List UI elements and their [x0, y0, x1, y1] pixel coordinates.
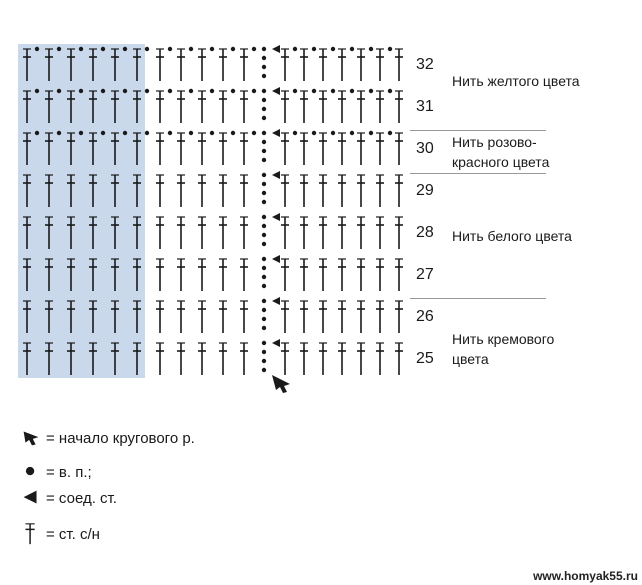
double-crochet-mark — [281, 91, 289, 123]
slip-stitch-mark — [272, 171, 280, 179]
row-number: 27 — [416, 266, 434, 283]
chain-dot — [293, 131, 297, 135]
double-crochet-mark — [395, 343, 403, 375]
double-crochet-mark — [240, 217, 248, 249]
double-crochet-mark — [219, 49, 227, 81]
color-separator-line — [410, 173, 546, 174]
chain-dot — [331, 131, 335, 135]
chain-dot — [262, 56, 266, 60]
chain-dot — [231, 89, 235, 93]
double-crochet-mark — [300, 343, 308, 375]
double-crochet-mark — [395, 175, 403, 207]
double-crochet-mark — [198, 343, 206, 375]
chain-dot — [145, 89, 149, 93]
chain-dot — [262, 359, 266, 363]
double-crochet-mark — [240, 343, 248, 375]
double-crochet-mark — [156, 133, 164, 165]
double-crochet-mark — [395, 91, 403, 123]
double-crochet-mark — [300, 91, 308, 123]
double-crochet-mark — [177, 343, 185, 375]
chain-dot — [57, 47, 61, 51]
double-crochet-mark — [357, 343, 365, 375]
chain-dot — [262, 308, 266, 312]
double-crochet-mark — [219, 343, 227, 375]
double-crochet-mark — [177, 49, 185, 81]
chain-dot — [293, 47, 297, 51]
chain-dot — [252, 89, 256, 93]
legend-text: = начало кругового р. — [46, 429, 195, 447]
slip-stitch-mark — [272, 255, 280, 263]
chain-dot — [369, 89, 373, 93]
double-crochet-mark — [338, 91, 346, 123]
double-crochet-mark — [240, 259, 248, 291]
double-crochet-mark — [281, 49, 289, 81]
double-crochet-mark — [198, 91, 206, 123]
chain-dot — [101, 131, 105, 135]
yarn-color-label: Нить белого цвета — [452, 228, 572, 244]
chain-dot — [262, 158, 266, 162]
chain-dot — [388, 89, 392, 93]
double-crochet-mark — [357, 91, 365, 123]
double-crochet-mark — [395, 259, 403, 291]
double-crochet-mark — [338, 133, 346, 165]
chain-dot-icon — [20, 460, 42, 484]
chain-dot — [262, 182, 266, 186]
chain-dot — [168, 131, 172, 135]
double-crochet-mark — [338, 217, 346, 249]
yarn-color-label: цвета — [452, 351, 489, 367]
double-crochet-mark — [281, 343, 289, 375]
chain-dot — [262, 140, 266, 144]
chain-dot — [262, 257, 266, 261]
chain-dot — [79, 47, 83, 51]
slip-stitch-mark — [272, 129, 280, 137]
double-crochet-mark — [177, 133, 185, 165]
double-crochet-mark — [395, 217, 403, 249]
chain-dot — [262, 326, 266, 330]
chain-dot — [35, 47, 39, 51]
chain-dot — [57, 131, 61, 135]
double-crochet-mark — [357, 49, 365, 81]
double-crochet-mark — [281, 301, 289, 333]
chain-dot — [262, 368, 266, 372]
shaded-repeat-area — [18, 44, 145, 378]
double-crochet-mark — [281, 133, 289, 165]
double-crochet-mark — [376, 91, 384, 123]
double-crochet-mark — [319, 301, 327, 333]
double-crochet-mark — [240, 301, 248, 333]
chain-dot — [262, 200, 266, 204]
legend-item — [20, 522, 100, 546]
chain-dot — [252, 131, 256, 135]
chain-dot — [388, 131, 392, 135]
chain-dot — [312, 47, 316, 51]
yarn-color-label: Нить кремового — [452, 331, 555, 347]
chain-dot — [262, 299, 266, 303]
row-number: 25 — [416, 350, 434, 367]
double-crochet-mark — [376, 217, 384, 249]
chain-dot — [231, 131, 235, 135]
chain-dot — [189, 89, 193, 93]
double-crochet-mark — [198, 301, 206, 333]
chain-dot — [101, 47, 105, 51]
double-crochet-mark — [357, 301, 365, 333]
chain-dot — [369, 131, 373, 135]
chain-dot — [262, 74, 266, 78]
double-crochet-mark — [395, 301, 403, 333]
double-crochet-mark — [319, 49, 327, 81]
slip-stitch-mark — [272, 45, 280, 53]
row-number: 29 — [416, 182, 434, 199]
double-crochet-mark — [156, 259, 164, 291]
chain-dot — [262, 350, 266, 354]
double-crochet-mark — [338, 175, 346, 207]
double-crochet-mark — [156, 343, 164, 375]
double-crochet-mark — [338, 301, 346, 333]
double-crochet-mark — [156, 301, 164, 333]
slip-stitch-mark — [272, 297, 280, 305]
double-crochet-mark — [319, 217, 327, 249]
chain-dot — [101, 89, 105, 93]
chain-dot — [262, 284, 266, 288]
double-crochet-mark — [300, 301, 308, 333]
double-crochet-mark — [300, 217, 308, 249]
chain-dot — [262, 341, 266, 345]
chain-dot — [123, 47, 127, 51]
double-crochet-mark — [177, 301, 185, 333]
start-arrow-icon — [272, 375, 290, 393]
chain-dot — [79, 89, 83, 93]
double-crochet-mark — [395, 133, 403, 165]
double-crochet-mark — [338, 259, 346, 291]
chain-dot — [189, 47, 193, 51]
chain-dot — [262, 233, 266, 237]
row-number: 26 — [416, 308, 434, 325]
double-crochet-mark — [376, 133, 384, 165]
legend-item — [20, 426, 195, 450]
double-crochet-mark — [357, 217, 365, 249]
double-crochet-mark — [219, 175, 227, 207]
double-crochet-mark — [357, 259, 365, 291]
chain-dot — [312, 131, 316, 135]
chain-dot — [168, 47, 172, 51]
double-crochet-mark — [300, 133, 308, 165]
arrowhead-icon — [20, 426, 42, 450]
double-crochet-mark — [240, 133, 248, 165]
double-crochet-mark — [219, 301, 227, 333]
color-separator-line — [410, 130, 546, 131]
chain-dot — [262, 191, 266, 195]
double-crochet-mark — [319, 133, 327, 165]
chain-dot — [79, 131, 83, 135]
double-crochet-mark — [198, 217, 206, 249]
chain-dot — [252, 47, 256, 51]
chain-dot — [262, 215, 266, 219]
double-crochet-mark — [376, 343, 384, 375]
double-crochet-mark — [219, 91, 227, 123]
double-crochet-mark — [357, 175, 365, 207]
double-crochet-mark — [376, 49, 384, 81]
chain-dot — [189, 131, 193, 135]
double-crochet-mark — [219, 259, 227, 291]
chain-dot — [262, 131, 266, 135]
double-crochet-mark — [376, 175, 384, 207]
chain-dot — [262, 224, 266, 228]
chain-dot — [350, 47, 354, 51]
yarn-color-label: Нить желтого цвета — [452, 73, 580, 89]
chain-dot — [262, 116, 266, 120]
double-crochet-mark — [156, 91, 164, 123]
chain-dot — [331, 89, 335, 93]
legend-item — [20, 460, 92, 484]
chain-dot — [123, 89, 127, 93]
slip-stitch-mark — [272, 87, 280, 95]
double-crochet-mark — [319, 91, 327, 123]
chain-dot — [123, 131, 127, 135]
double-crochet-mark — [219, 133, 227, 165]
chain-dot — [262, 266, 266, 270]
double-crochet-mark — [395, 49, 403, 81]
slip-stitch-mark — [272, 339, 280, 347]
yarn-color-label: красного цвета — [452, 154, 550, 170]
double-crochet-mark — [281, 175, 289, 207]
double-crochet-mark — [300, 175, 308, 207]
double-crochet-mark — [319, 343, 327, 375]
chain-dot — [57, 89, 61, 93]
double-crochet-mark — [177, 175, 185, 207]
double-crochet-mark — [198, 175, 206, 207]
chain-dot — [145, 47, 149, 51]
chain-dot — [262, 242, 266, 246]
chain-dot — [350, 131, 354, 135]
chain-dot — [262, 98, 266, 102]
double-crochet-mark — [300, 49, 308, 81]
double-crochet-mark — [376, 301, 384, 333]
chain-dot — [262, 317, 266, 321]
double-crochet-mark — [338, 343, 346, 375]
chain-dot — [262, 65, 266, 69]
slip-stitch-triangle-icon — [20, 486, 42, 510]
chain-dot — [262, 275, 266, 279]
double-crochet-mark — [319, 175, 327, 207]
row-number: 32 — [416, 56, 434, 73]
chain-dot — [210, 131, 214, 135]
double-crochet-mark — [156, 217, 164, 249]
double-crochet-mark — [198, 259, 206, 291]
double-crochet-mark — [156, 175, 164, 207]
row-number: 28 — [416, 224, 434, 241]
chain-dot — [210, 47, 214, 51]
double-crochet-icon — [20, 522, 42, 546]
double-crochet-mark — [357, 133, 365, 165]
chain-dot — [262, 173, 266, 177]
chain-dot — [262, 107, 266, 111]
slip-stitch-mark — [272, 213, 280, 221]
color-separator-line — [410, 298, 546, 299]
chain-dot — [262, 89, 266, 93]
chain-dot — [331, 47, 335, 51]
double-crochet-mark — [198, 49, 206, 81]
double-crochet-mark — [338, 49, 346, 81]
chain-dot — [293, 89, 297, 93]
chain-dot — [231, 47, 235, 51]
chain-dot — [262, 149, 266, 153]
double-crochet-mark — [177, 259, 185, 291]
chain-dot — [350, 89, 354, 93]
chain-dot — [168, 89, 172, 93]
double-crochet-mark — [319, 259, 327, 291]
row-number: 30 — [416, 140, 434, 157]
chain-dot — [145, 131, 149, 135]
double-crochet-mark — [240, 49, 248, 81]
double-crochet-mark — [281, 217, 289, 249]
legend-item — [20, 486, 117, 510]
watermark-url: www.homyak55.ru — [533, 569, 638, 583]
legend-text: = ст. с/н — [46, 525, 100, 543]
double-crochet-mark — [198, 133, 206, 165]
chain-dot — [35, 131, 39, 135]
double-crochet-mark — [219, 217, 227, 249]
double-crochet-mark — [177, 91, 185, 123]
double-crochet-mark — [281, 259, 289, 291]
yarn-color-label: Нить розово- — [452, 134, 537, 150]
chain-dot — [35, 89, 39, 93]
legend-text: = соед. ст. — [46, 489, 117, 507]
double-crochet-mark — [240, 175, 248, 207]
chain-dot — [369, 47, 373, 51]
chain-dot — [388, 47, 392, 51]
double-crochet-mark — [300, 259, 308, 291]
chain-dot — [210, 89, 214, 93]
chain-dot — [262, 47, 266, 51]
chain-dot — [312, 89, 316, 93]
double-crochet-mark — [177, 217, 185, 249]
legend-text: = в. п.; — [46, 463, 92, 481]
double-crochet-mark — [376, 259, 384, 291]
double-crochet-mark — [156, 49, 164, 81]
row-number: 31 — [416, 98, 434, 115]
double-crochet-mark — [240, 91, 248, 123]
